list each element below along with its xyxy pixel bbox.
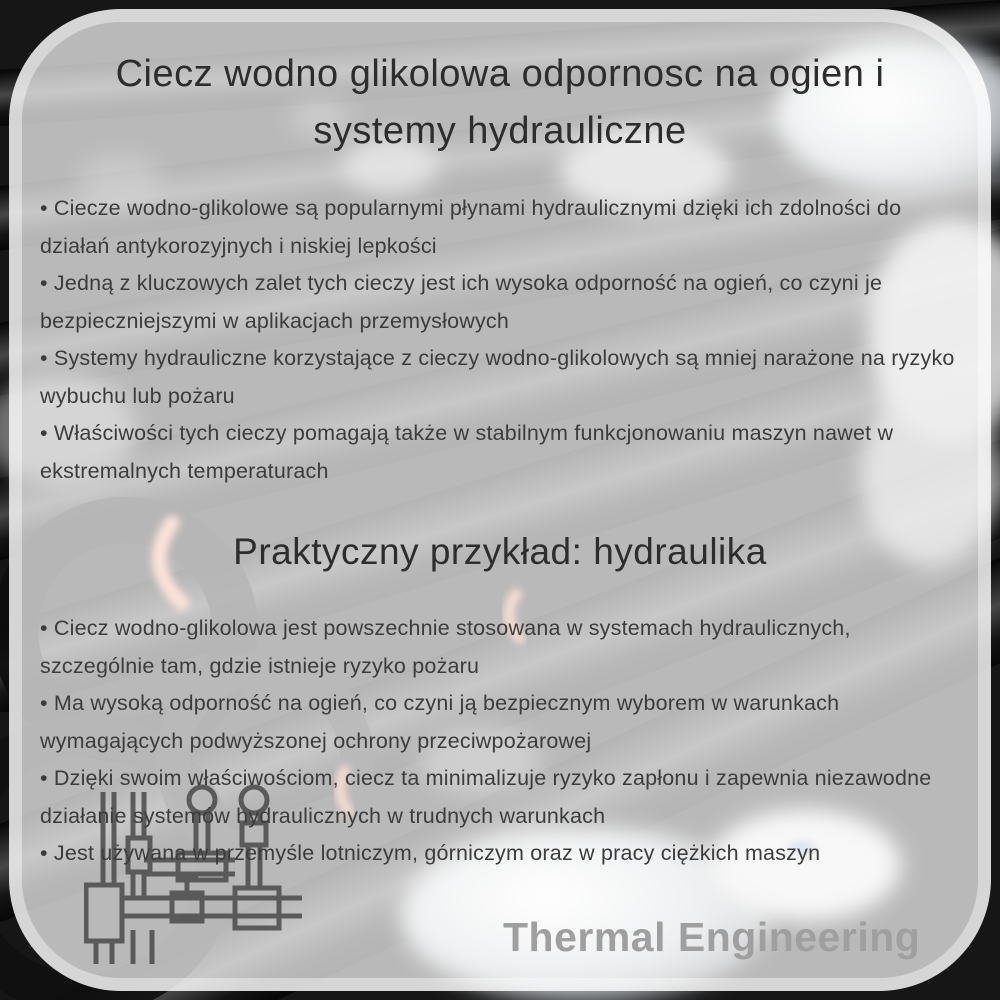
bullet-item: • Ciecze wodno-glikolowe są popularnymi płynami hydraulicznymi dzięki ich zdolności do działań antykorozyjnych i niskiej lepkości bbox=[40, 196, 902, 258]
bullet-item: • Jedną z kluczowych zalet tych cieczy jest ich wysoka odporność na ogień, co czyni je bezpieczniejszymi w aplikacjach przemysłowych bbox=[40, 271, 883, 333]
brand-watermark: Thermal Engineering bbox=[503, 914, 921, 960]
bullet-item: • Dzięki swoim właściwościom, ciecz ta minimalizuje ryzyko zapłonu i zapewnia niezawodne działanie systemów hydraulicznych w trudnych warunkach bbox=[40, 766, 932, 828]
section2-heading: Praktyczny przykład: hydraulika bbox=[233, 531, 767, 572]
section1-bullet-list bbox=[40, 190, 966, 490]
bullet-item: • Jest używana w przemyśle lotniczym, górniczym oraz w pracy ciężkich maszyn bbox=[40, 841, 821, 865]
bullet-item: • Właściwości tych cieczy pomagają także w stabilnym funkcjonowaniu maszyn nawet w ekstremalnych temperaturach bbox=[40, 421, 894, 483]
bullet-item: • Systemy hydrauliczne korzystające z cieczy wodno-glikolowych są mniej narażone na ryzyko wybuchu lub pożaru bbox=[40, 346, 955, 408]
bullet-item: • Ma wysoką odporność na ogień, co czyni ją bezpiecznym wyborem w warunkach wymagających podwyższonej ochrony przeciwpożarowej bbox=[40, 691, 840, 753]
section2-bullet-list bbox=[40, 610, 966, 873]
page-title: Ciecz wodno glikolowa odpornosc na ogien i systemy hydrauliczne bbox=[115, 53, 885, 152]
bullet-item: • Ciecz wodno-glikolowa jest powszechnie stosowana w systemach hydraulicznych, szczególnie tam, gdzie istnieje ryzyko pożaru bbox=[40, 616, 851, 678]
